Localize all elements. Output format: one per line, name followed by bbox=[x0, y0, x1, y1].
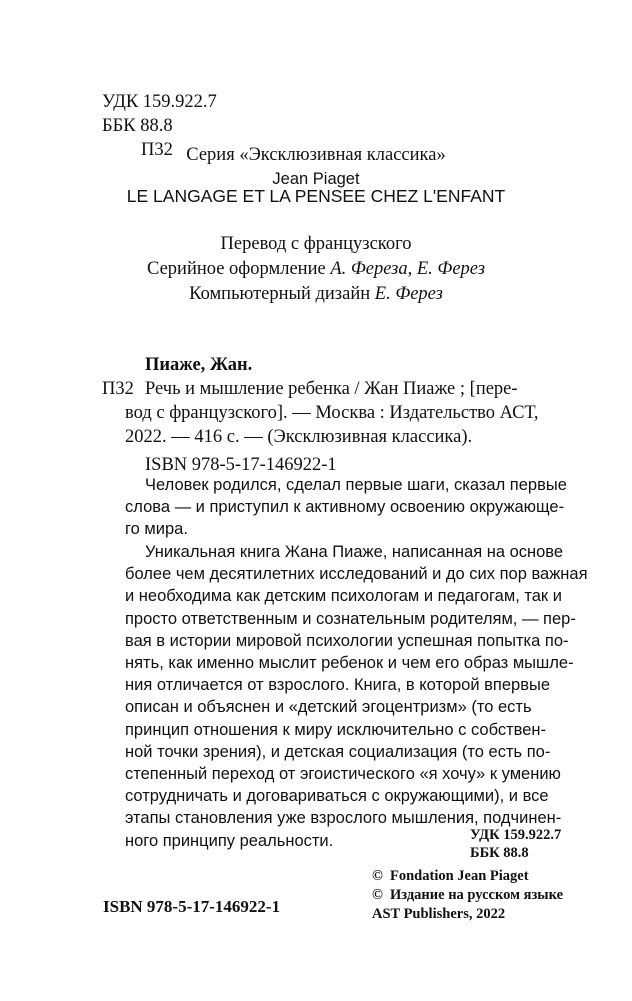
annotation-line: нять, как именно мыслит ребенок и чем его образ мышле- bbox=[125, 654, 574, 673]
computer-design-label: Компьютерный дизайн bbox=[189, 284, 375, 304]
copyright-block bbox=[372, 867, 563, 924]
original-title: LE LANGAGE ET LA PENSEE CHEZ L'ENFANT bbox=[126, 186, 506, 206]
annotation-line: степенный переход от эгоистического «я хочу» к умению bbox=[125, 765, 561, 784]
copyright-line-3: AST Publishers, 2022 bbox=[372, 906, 506, 922]
annotation-paragraph-1 bbox=[125, 474, 567, 541]
author-heading: Пиаже, Жан. bbox=[145, 355, 253, 375]
annotation-paragraph-2 bbox=[125, 541, 588, 852]
bib-line-1: Речь и мышление ребенка / Жан Пиаже ; [пере- bbox=[145, 379, 518, 399]
series-design-credit bbox=[0, 257, 632, 281]
annotation-line: описан и объяснен и «детский эгоцентризм» (то есть bbox=[125, 698, 532, 717]
annotation-line: ного принципу реальности. bbox=[125, 831, 334, 850]
bbk-code: ББК 88.8 bbox=[102, 116, 173, 136]
annotation-line: Уникальная книга Жана Пиаже, написанная на основе bbox=[145, 543, 564, 561]
bib-line-2: вод с французского]. — Москва : Издательство АСТ, bbox=[125, 403, 539, 423]
annotation-line: принцип отношения к миру исключительно с собствен- bbox=[125, 720, 547, 739]
annotation-line: и необходима как детским психологам и педагогам, так и bbox=[125, 587, 562, 606]
bottom-bbk: ББК 88.8 bbox=[470, 845, 529, 861]
series-title: Серия «Эксклюзивная классика» bbox=[186, 145, 446, 165]
copyright-line-2 bbox=[372, 886, 563, 905]
bib-code: П32 bbox=[102, 379, 134, 399]
annotation-line: вая в истории мировой психологии успешная попытка по- bbox=[125, 631, 569, 650]
annotation-line: слова — и приступил к активному освоению окружающе- bbox=[125, 498, 565, 517]
computer-design-credit bbox=[0, 282, 632, 306]
annotation-line: просто ответственным и сознательным родителям, — пер- bbox=[125, 609, 576, 628]
copyright-line-1 bbox=[372, 867, 563, 886]
bib-line-3: 2022. — 416 с. — (Эксклюзивная классика). bbox=[125, 427, 473, 447]
series-design-label: Серийное оформление bbox=[147, 259, 331, 279]
series-design-names: А. Фереза, Е. Ферез bbox=[330, 259, 485, 279]
annotation-line: ния отличается от взрослого. Книга, в которой впервые bbox=[125, 676, 551, 695]
udk-code: УДК 159.922.7 bbox=[102, 92, 217, 112]
annotation-line: го мира. bbox=[125, 520, 188, 539]
computer-design-name: Е. Ферез bbox=[374, 284, 443, 304]
annotation-line: ной точки зрения), и детская социализация (то есть по- bbox=[125, 742, 551, 761]
annotation-line: этапы становления уже взрослого мышления, подчинен- bbox=[125, 809, 562, 828]
annotation-line: сотрудничать и договариваться с окружающими), и все bbox=[125, 787, 549, 806]
bottom-udk: УДК 159.922.7 bbox=[470, 827, 562, 843]
bottom-codes bbox=[470, 826, 561, 862]
bib-isbn: ISBN 978-5-17-146922-1 bbox=[145, 455, 337, 475]
copyright-icon: © bbox=[372, 868, 383, 884]
copyright-text-1: Fondation Jean Piaget bbox=[390, 868, 529, 884]
copyright-text-2: Издание на русском языке bbox=[390, 887, 564, 903]
original-author: Jean Piaget bbox=[272, 170, 360, 188]
copyright-icon: © bbox=[372, 887, 383, 903]
author-mark: П32 bbox=[141, 140, 173, 160]
footer-isbn: ISBN 978-5-17-146922-1 bbox=[103, 897, 281, 916]
annotation-line: Человек родился, сделал первые шаги, сказал первые bbox=[145, 476, 567, 494]
translation-credit: Перевод с французского bbox=[220, 234, 412, 254]
annotation-line: более чем десятилетних исследований и до сих пор важная bbox=[125, 565, 588, 584]
